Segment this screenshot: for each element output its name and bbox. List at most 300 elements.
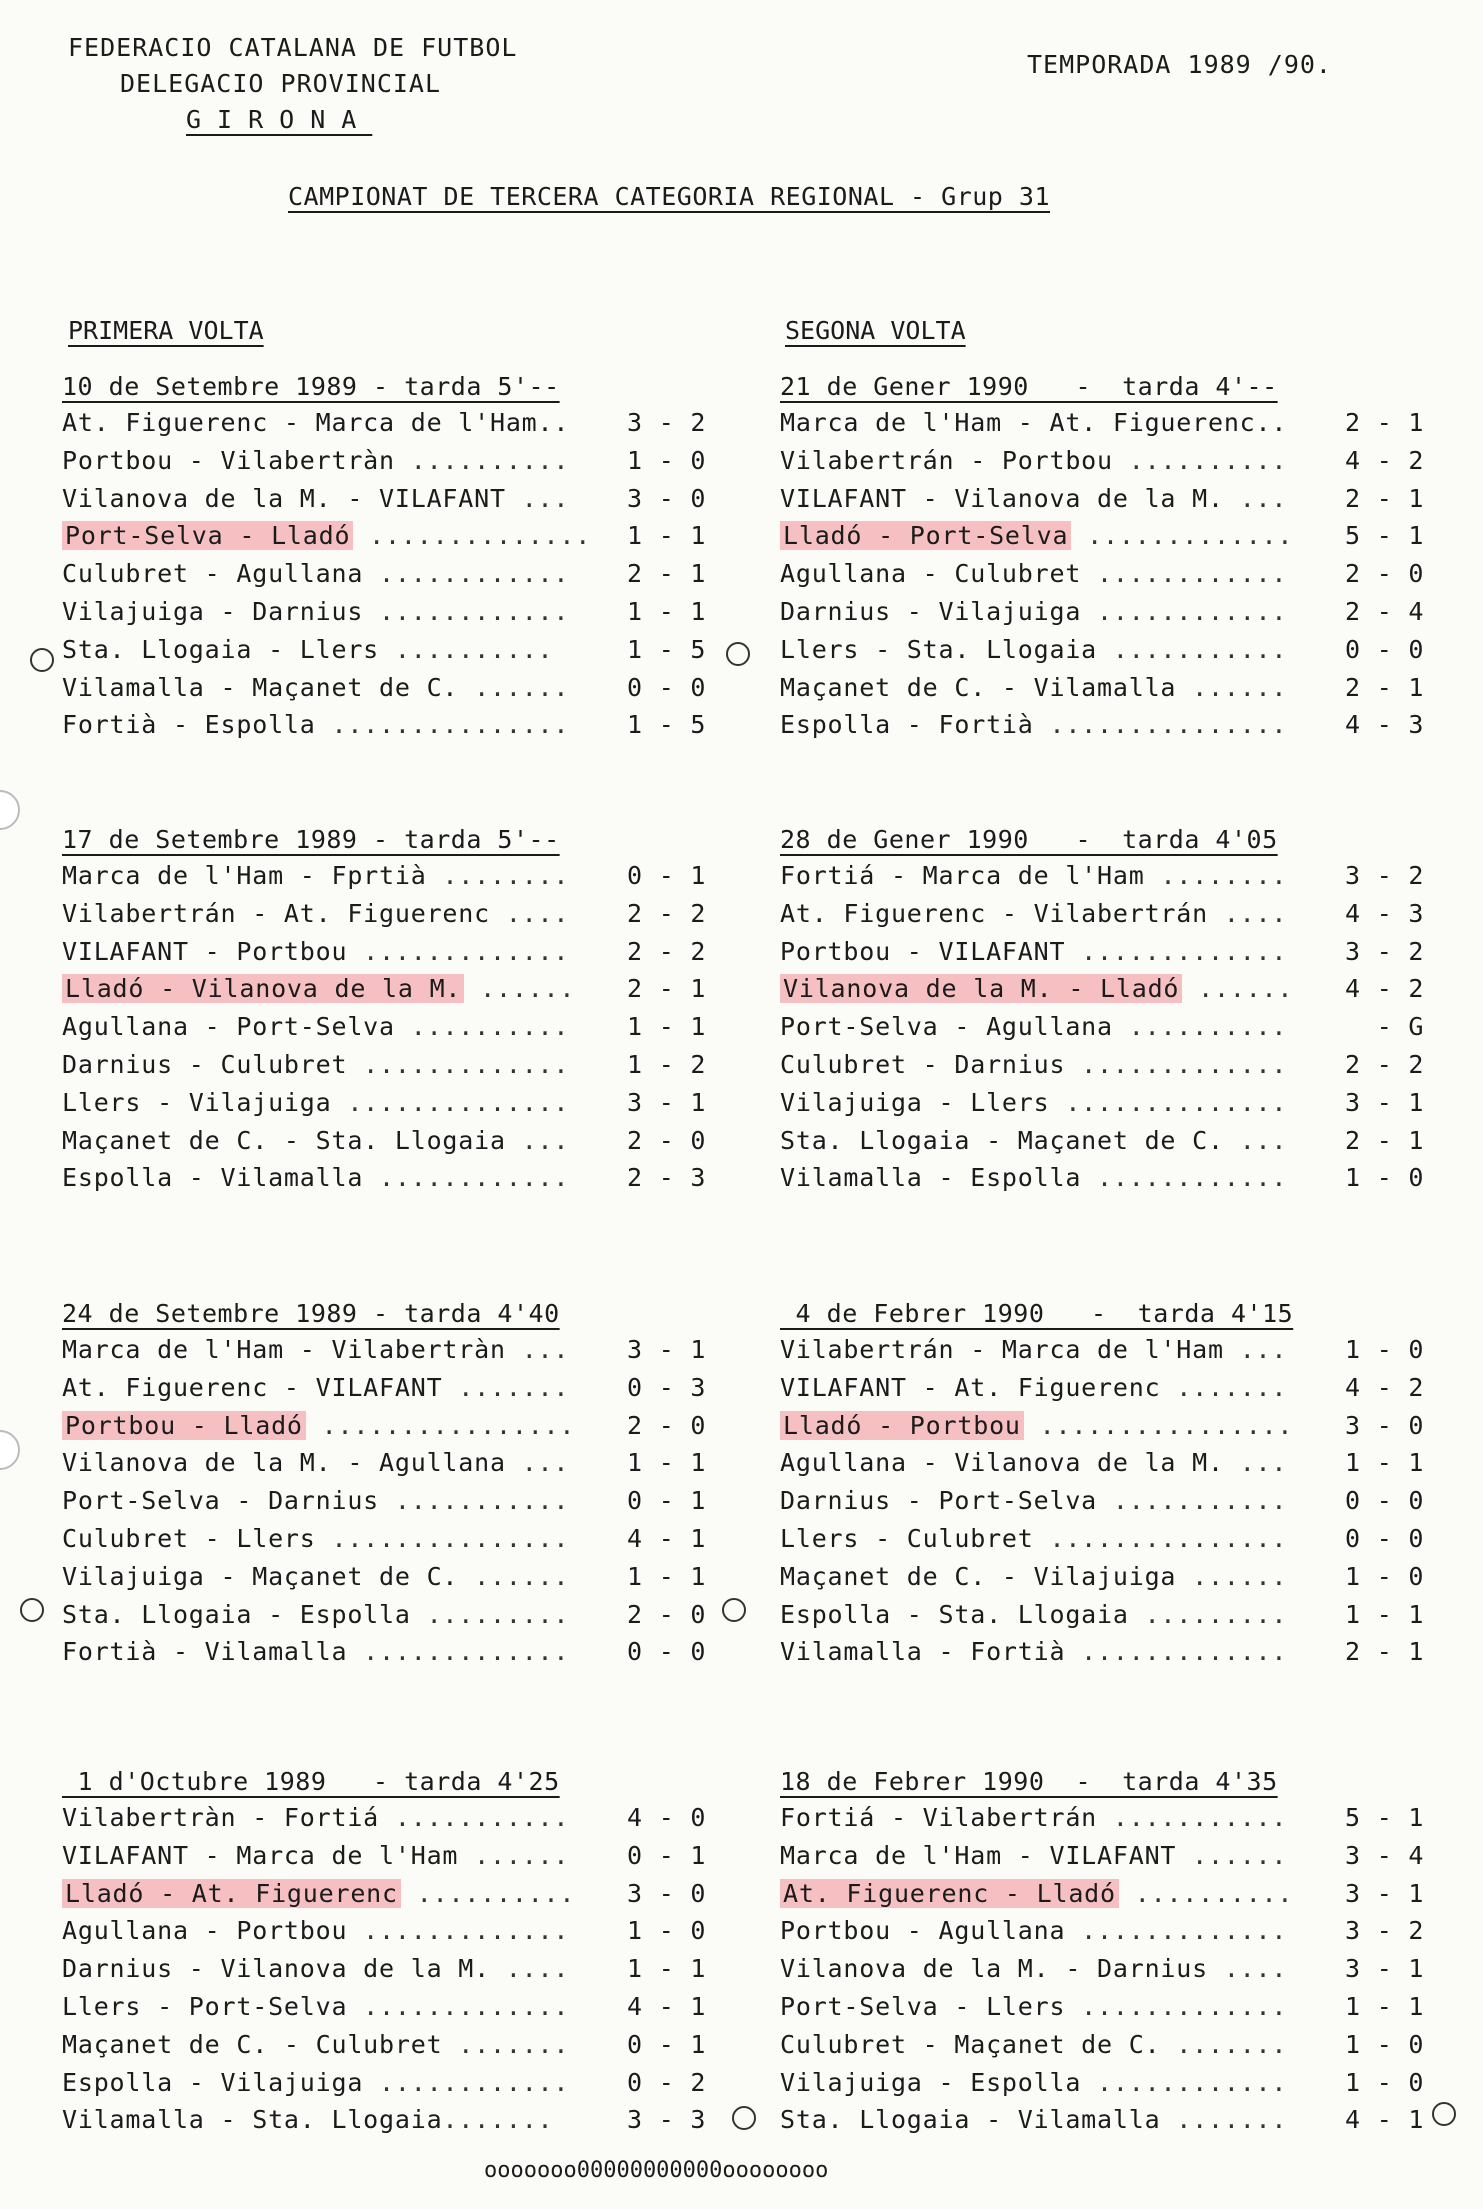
match-score: 3 - 0 xyxy=(627,483,707,513)
match-row xyxy=(62,555,742,593)
match-teams: Maçanet de C. - Sta. Llogaia xyxy=(62,1125,506,1155)
leader-dots: ...... xyxy=(458,1561,570,1591)
match-score: 1 - 1 xyxy=(1345,1599,1425,1629)
match-row xyxy=(62,706,742,744)
match-row xyxy=(780,1444,1460,1482)
match-score: 4 - 0 xyxy=(627,1803,707,1832)
jornada-date-heading: 28 de Gener 1990 - tarda 4'05 xyxy=(780,825,1278,854)
match-teams: Portbou - Agullana xyxy=(780,1916,1066,1946)
match-score: 5 - 1 xyxy=(1345,521,1425,551)
jornada-block xyxy=(780,823,1460,1197)
match-score: 2 - 4 xyxy=(1345,596,1425,626)
match-score: 1 - 1 xyxy=(627,1954,707,1984)
match-row xyxy=(780,1799,1460,1837)
leader-dots: .............. xyxy=(331,1087,570,1117)
match-score: 2 - 2 xyxy=(1345,1049,1425,1079)
match-score: 4 - 1 xyxy=(627,1523,707,1553)
match-row xyxy=(62,631,742,669)
circle-mark-icon xyxy=(20,1598,44,1622)
match-score: 1 - 0 xyxy=(1345,2067,1425,2097)
match-score: 3 - 4 xyxy=(1345,1840,1425,1870)
match-row xyxy=(780,895,1460,933)
match-score: 0 - 0 xyxy=(1345,1486,1425,1516)
match-row xyxy=(780,1159,1460,1197)
match-teams: Vilabertrán - Marca de l'Ham xyxy=(780,1335,1224,1364)
match-score: 1 - 1 xyxy=(627,521,707,551)
circle-mark-icon xyxy=(732,2106,756,2130)
match-row xyxy=(780,593,1460,631)
match-score: 1 - 0 xyxy=(627,445,707,475)
match-score: 3 - 1 xyxy=(1345,1954,1425,1984)
match-teams: Culubret - Agullana xyxy=(62,559,364,589)
leader-dots: ....... xyxy=(1160,1372,1288,1402)
highlighted-match-teams: Lladó - Port-Selva xyxy=(780,521,1071,550)
match-teams: At. Figuerenc - Vilabertrán xyxy=(780,898,1208,928)
match-teams: VILAFANT - Portbou xyxy=(62,936,348,966)
leader-dots: ............. xyxy=(347,1637,570,1667)
leader-dots: ... xyxy=(505,1448,570,1478)
match-teams: Culubret - Maçanet de C. xyxy=(780,2029,1161,2059)
match-row xyxy=(780,1633,1460,1671)
match-row xyxy=(62,1988,742,2026)
match-row xyxy=(780,1950,1460,1988)
match-teams: VILAFANT - Marca de l'Ham xyxy=(62,1840,459,1870)
leader-dots: ....... xyxy=(1160,2029,1288,2059)
jornada-date-heading: 17 de Setembre 1989 - tarda 5'-- xyxy=(62,825,560,854)
match-row xyxy=(62,1520,742,1558)
match-row xyxy=(780,1331,1460,1369)
match-teams: Marca de l'Ham - VILAFANT xyxy=(780,1840,1177,1870)
jornada-date-heading: 10 de Setembre 1989 - tarda 5'-- xyxy=(62,372,560,401)
match-score: 2 - 2 xyxy=(627,898,707,928)
leader-dots: ............. xyxy=(1065,1916,1288,1946)
leader-dots: ... xyxy=(1223,1335,1288,1364)
match-score: 0 - 0 xyxy=(627,1637,707,1667)
match-teams: Sta. Llogaia - Maçanet de C. xyxy=(780,1125,1224,1155)
leader-dots: ........... xyxy=(1097,1803,1288,1832)
match-row xyxy=(62,1837,742,1875)
leader-dots: ............ xyxy=(1081,596,1288,626)
match-score: 2 - 1 xyxy=(1345,672,1425,702)
match-row xyxy=(780,1912,1460,1950)
match-row xyxy=(62,1482,742,1520)
leader-dots: ............. xyxy=(347,1991,570,2021)
match-row xyxy=(62,1331,742,1369)
leader-dots: ............. xyxy=(1065,1049,1288,1079)
match-teams: Portbou - VILAFANT xyxy=(780,936,1066,966)
leader-dots: ............ xyxy=(363,2067,570,2097)
leader-dots: ... xyxy=(505,483,570,513)
match-score: 1 - 1 xyxy=(627,1448,707,1478)
leader-dots: ... xyxy=(1223,483,1288,513)
match-row xyxy=(780,706,1460,744)
match-row xyxy=(780,442,1460,480)
match-teams: Vilanova de la M. - Darnius xyxy=(780,1954,1208,1984)
match-teams: Fortià - Espolla xyxy=(62,710,316,740)
match-row xyxy=(62,1046,742,1084)
match-score: 4 - 1 xyxy=(1345,2105,1425,2135)
leader-dots: ...... xyxy=(1182,974,1294,1004)
match-score: 1 - 1 xyxy=(627,1012,707,1042)
leader-dots: ...... xyxy=(458,1840,570,1870)
match-teams: Llers - Port-Selva xyxy=(62,1991,348,2021)
match-score: 3 - 1 xyxy=(627,1087,707,1117)
match-teams: Darnius - Vilanova de la M. xyxy=(62,1954,490,1984)
leader-dots: .... xyxy=(489,1954,570,1984)
match-score: 2 - 1 xyxy=(627,559,707,589)
match-row xyxy=(62,1159,742,1197)
match-score: 2 - 1 xyxy=(627,974,707,1004)
match-score: 0 - 0 xyxy=(627,672,707,702)
match-score: 4 - 1 xyxy=(627,1991,707,2021)
leader-dots: ........... xyxy=(1097,634,1288,664)
match-row xyxy=(780,1008,1460,1046)
match-row xyxy=(62,480,742,518)
leader-dots: ........... xyxy=(379,1803,570,1832)
match-score: 0 - 1 xyxy=(627,1840,707,1870)
match-teams: Fortiá - Marca de l'Ham xyxy=(780,861,1145,890)
leader-dots: .......... xyxy=(394,445,570,475)
match-score: 3 - 0 xyxy=(627,1878,707,1908)
match-row xyxy=(62,933,742,971)
leader-dots: ............ xyxy=(1081,1163,1288,1193)
leader-dots: ......... xyxy=(1128,1599,1288,1629)
leader-dots: ............. xyxy=(1065,936,1288,966)
leader-dots: ................ xyxy=(305,1410,576,1440)
match-row xyxy=(62,1444,742,1482)
leader-dots: ... xyxy=(1223,1125,1288,1155)
leader-dots: ............ xyxy=(1081,559,1288,589)
match-score: 2 - 1 xyxy=(1345,1125,1425,1155)
match-row xyxy=(780,480,1460,518)
match-score: 2 - 3 xyxy=(627,1163,707,1193)
leader-dots: ............. xyxy=(347,1049,570,1079)
match-score: 0 - 0 xyxy=(1345,1523,1425,1553)
match-score: 1 - 0 xyxy=(1345,1335,1425,1364)
match-score: 1 - 5 xyxy=(627,634,707,664)
leader-dots: ............... xyxy=(1033,1523,1288,1553)
match-teams: Vilanova de la M. - Agullana xyxy=(62,1448,506,1478)
match-teams: Vilajuiga - Espolla xyxy=(780,2067,1082,2097)
match-row xyxy=(780,970,1460,1008)
match-score: 1 - 1 xyxy=(1345,1448,1425,1478)
match-score: 3 - 1 xyxy=(1345,1878,1425,1908)
match-score: 3 - 0 xyxy=(1345,1410,1425,1440)
match-row xyxy=(62,1407,742,1445)
match-score: 0 - 1 xyxy=(627,2029,707,2059)
match-teams: Sta. Llogaia - Vilamalla xyxy=(780,2105,1161,2135)
match-row xyxy=(780,1084,1460,1122)
leader-dots: ........... xyxy=(1097,1486,1288,1516)
match-row xyxy=(62,895,742,933)
match-row xyxy=(780,631,1460,669)
match-row xyxy=(780,1369,1460,1407)
leader-dots: ................ xyxy=(1023,1410,1294,1440)
primera-volta-heading: PRIMERA VOLTA xyxy=(68,316,264,345)
match-score: 4 - 2 xyxy=(1345,1372,1425,1402)
match-row xyxy=(780,1046,1460,1084)
match-score: 3 - 2 xyxy=(1345,936,1425,966)
match-teams: Llers - Sta. Llogaia xyxy=(780,634,1098,664)
leader-dots: .......... xyxy=(1118,1878,1294,1908)
match-row xyxy=(780,933,1460,971)
footer-line: ooooooo00000000000oooooooo xyxy=(484,2158,829,2183)
match-teams: Espolla - Sta. Llogaia xyxy=(780,1599,1129,1629)
match-row xyxy=(780,1596,1460,1634)
leader-dots: ....... xyxy=(442,1372,570,1402)
match-teams: Maçanet de C. - Vilamalla xyxy=(780,672,1177,702)
match-score: 0 - 2 xyxy=(627,2067,707,2097)
match-row xyxy=(62,1122,742,1160)
leader-dots: ...... xyxy=(1176,1840,1288,1870)
leader-dots: ............. xyxy=(1071,521,1294,551)
leader-dots: ............. xyxy=(347,936,570,966)
match-score: 1 - 1 xyxy=(627,1561,707,1591)
match-row xyxy=(780,1122,1460,1160)
match-score: 4 - 2 xyxy=(1345,445,1425,475)
match-row xyxy=(62,1799,742,1837)
match-teams: Vilamalla - Sta. Llogaia xyxy=(62,2105,443,2135)
match-teams: Darnius - Culubret xyxy=(62,1049,348,1079)
match-row xyxy=(780,1988,1460,2026)
match-score: 1 - 1 xyxy=(1345,1991,1425,2021)
match-teams: Vilanova de la M. - VILAFANT xyxy=(62,483,506,513)
match-teams: Vilajuiga - Darnius xyxy=(62,596,364,626)
match-row xyxy=(780,2101,1460,2139)
match-teams: Portbou - Vilabertràn xyxy=(62,445,395,475)
match-score: - G xyxy=(1345,1012,1425,1042)
leader-dots: ...... xyxy=(464,974,576,1004)
match-teams: Agullana - Vilanova de la M. xyxy=(780,1448,1224,1478)
leader-dots: .......... xyxy=(1112,1012,1288,1042)
highlighted-match-teams: Lladó - At. Figuerenc xyxy=(62,1879,401,1908)
match-score: 1 - 0 xyxy=(1345,1561,1425,1591)
match-teams: Maçanet de C. - Vilajuiga xyxy=(780,1561,1177,1591)
leader-dots: ...... xyxy=(458,672,570,702)
match-score: 3 - 2 xyxy=(1345,861,1425,890)
leader-dots: ......... xyxy=(410,1599,570,1629)
jornada-date-heading: 1 d'Octubre 1989 - tarda 4'25 xyxy=(62,1767,560,1796)
leader-dots: ............... xyxy=(1033,710,1288,740)
match-row xyxy=(780,404,1460,442)
jornada-block xyxy=(780,1297,1460,1671)
match-score: 4 - 3 xyxy=(1345,898,1425,928)
match-row xyxy=(780,1558,1460,1596)
jornada-date-heading: 18 de Febrer 1990 - tarda 4'35 xyxy=(780,1767,1278,1796)
match-score: 3 - 3 xyxy=(627,2105,707,2135)
match-teams: Vilabertrán - Portbou xyxy=(780,445,1113,475)
match-row xyxy=(62,1950,742,1988)
match-teams: Espolla - Vilajuiga xyxy=(62,2067,364,2097)
jornada-date-heading: 4 de Febrer 1990 - tarda 4'15 xyxy=(780,1299,1294,1328)
match-score: 1 - 0 xyxy=(1345,2029,1425,2059)
match-score: 1 - 0 xyxy=(1345,1163,1425,1193)
match-teams: Culubret - Llers xyxy=(62,1523,316,1553)
match-teams: Agullana - Culubret xyxy=(780,559,1082,589)
jornada-date-heading: 24 de Setembre 1989 - tarda 4'40 xyxy=(62,1299,560,1328)
leader-dots: ...... xyxy=(1176,672,1288,702)
match-score: 3 - 1 xyxy=(627,1335,707,1364)
punch-hole xyxy=(0,1430,20,1470)
match-teams: Llers - Vilajuiga xyxy=(62,1087,332,1117)
match-score: 2 - 0 xyxy=(627,1410,707,1440)
match-score: 0 - 3 xyxy=(627,1372,707,1402)
leader-dots: ............. xyxy=(1065,1991,1288,2021)
match-score: 2 - 1 xyxy=(1345,408,1425,437)
match-row xyxy=(780,1482,1460,1520)
highlighted-match-teams: Vilanova de la M. - Lladó xyxy=(780,974,1182,1003)
match-teams: Vilajuiga - Llers xyxy=(780,1087,1050,1117)
match-score: 2 - 0 xyxy=(1345,559,1425,589)
punch-hole xyxy=(0,790,20,830)
match-score: 4 - 2 xyxy=(1345,974,1425,1004)
leader-dots: ....... xyxy=(442,2029,570,2059)
leader-dots: .... xyxy=(489,898,570,928)
match-teams: At. Figuerenc - VILAFANT xyxy=(62,1372,443,1402)
match-teams: Port-Selva - Llers xyxy=(780,1991,1066,2021)
match-teams: Marca de l'Ham - Fprtià xyxy=(62,861,427,890)
jornada-block xyxy=(62,370,742,744)
match-teams: At. Figuerenc - Marca de l'Ham.. xyxy=(62,408,570,437)
leader-dots: .......... xyxy=(400,1878,576,1908)
match-row xyxy=(780,1875,1460,1913)
leader-dots: ............ xyxy=(1081,2067,1288,2097)
circle-mark-icon xyxy=(30,648,54,672)
match-row xyxy=(62,593,742,631)
match-teams: Maçanet de C. - Culubret xyxy=(62,2029,443,2059)
match-score: 5 - 1 xyxy=(1345,1803,1425,1832)
jornada-block xyxy=(780,1765,1460,2139)
province-name: GIRONA xyxy=(186,105,373,134)
match-teams: Espolla - Fortià xyxy=(780,710,1034,740)
match-teams: Marca de l'Ham - At. Figuerenc.. xyxy=(780,408,1288,437)
leader-dots: .... xyxy=(1207,1954,1288,1984)
match-row xyxy=(62,2026,742,2064)
jornada-block xyxy=(62,1297,742,1671)
match-teams: Vilajuiga - Maçanet de C. xyxy=(62,1561,459,1591)
match-score: 4 - 3 xyxy=(1345,710,1425,740)
leader-dots: ... xyxy=(505,1335,570,1364)
match-row xyxy=(62,1596,742,1634)
match-row xyxy=(62,1633,742,1671)
match-score: 2 - 1 xyxy=(1345,1637,1425,1667)
match-teams: Vilabertrán - At. Figuerenc xyxy=(62,898,490,928)
highlighted-match-teams: At. Figuerenc - Lladó xyxy=(780,1879,1119,1908)
match-score: 1 - 1 xyxy=(627,596,707,626)
match-row xyxy=(62,669,742,707)
match-row xyxy=(62,1008,742,1046)
leader-dots: .......... xyxy=(1112,445,1288,475)
match-row xyxy=(62,1369,742,1407)
match-row xyxy=(780,1520,1460,1558)
segona-volta-heading: SEGONA VOLTA xyxy=(785,316,966,345)
match-row xyxy=(62,1875,742,1913)
match-teams: VILAFANT - Vilanova de la M. xyxy=(780,483,1224,513)
match-teams: Llers - Culubret xyxy=(780,1523,1034,1553)
match-teams: Culubret - Darnius xyxy=(780,1049,1066,1079)
leader-dots: ............. xyxy=(1065,1637,1288,1667)
highlighted-match-teams: Lladó - Vilanova de la M. xyxy=(62,974,464,1003)
federation-header xyxy=(68,30,517,138)
match-teams: Sta. Llogaia - Llers xyxy=(62,634,380,664)
match-score: 1 - 0 xyxy=(627,1916,707,1946)
match-teams: Agullana - Port-Selva xyxy=(62,1012,395,1042)
federation-name: FEDERACIO CATALANA DE FUTBOL xyxy=(68,33,518,62)
match-teams: Sta. Llogaia - Espolla xyxy=(62,1599,411,1629)
match-score: 2 - 0 xyxy=(627,1125,707,1155)
leader-dots: ............... xyxy=(315,710,570,740)
jornada-block xyxy=(62,823,742,1197)
match-score: 2 - 2 xyxy=(627,936,707,966)
match-teams: Port-Selva - Darnius xyxy=(62,1486,380,1516)
match-teams: Marca de l'Ham - Vilabertràn xyxy=(62,1335,506,1364)
leader-dots: ........ xyxy=(426,861,570,890)
match-teams: Vilamalla - Maçanet de C. xyxy=(62,672,459,702)
match-teams: Fortiá - Vilabertrán xyxy=(780,1803,1098,1832)
match-row xyxy=(62,857,742,895)
highlighted-match-teams: Port-Selva - Lladó xyxy=(62,521,353,550)
match-row xyxy=(780,1837,1460,1875)
match-teams: Espolla - Vilamalla xyxy=(62,1163,364,1193)
season-label: TEMPORADA 1989 /90. xyxy=(1027,50,1332,79)
match-row xyxy=(62,1912,742,1950)
match-teams: Vilamalla - Espolla xyxy=(780,1163,1082,1193)
match-row xyxy=(780,2026,1460,2064)
leader-dots: ............... xyxy=(315,1523,570,1553)
match-teams: Vilabertràn - Fortiá xyxy=(62,1803,380,1832)
match-row xyxy=(780,2064,1460,2102)
match-row xyxy=(780,517,1460,555)
match-score: 1 - 2 xyxy=(627,1049,707,1079)
leader-dots: ... xyxy=(1223,1448,1288,1478)
leader-dots: ...... xyxy=(1176,1561,1288,1591)
match-teams: Vilamalla - Fortià xyxy=(780,1637,1066,1667)
leader-dots: ............. xyxy=(347,1916,570,1946)
highlighted-match-teams: Lladó - Portbou xyxy=(780,1411,1024,1440)
match-score: 3 - 1 xyxy=(1345,1087,1425,1117)
leader-dots: ............ xyxy=(363,1163,570,1193)
match-row xyxy=(62,1558,742,1596)
match-row xyxy=(62,1084,742,1122)
match-teams: VILAFANT - At. Figuerenc xyxy=(780,1372,1161,1402)
leader-dots: ... xyxy=(505,1125,570,1155)
leader-dots: .... xyxy=(1207,898,1288,928)
match-row xyxy=(62,2101,742,2139)
match-score: 2 - 1 xyxy=(1345,483,1425,513)
leader-dots: ............ xyxy=(363,596,570,626)
match-row xyxy=(62,2064,742,2102)
circle-mark-icon xyxy=(1432,2102,1456,2126)
match-teams: Darnius - Vilajuiga xyxy=(780,596,1082,626)
jornada-date-heading: 21 de Gener 1990 - tarda 4'-- xyxy=(780,372,1278,401)
match-teams: Darnius - Port-Selva xyxy=(780,1486,1098,1516)
championship-title: CAMPIONAT DE TERCERA CATEGORIA REGIONAL - Grup 31 xyxy=(288,182,1051,211)
leader-dots: ....... xyxy=(442,2105,554,2135)
match-row xyxy=(62,404,742,442)
match-row xyxy=(780,857,1460,895)
match-teams: Agullana - Portbou xyxy=(62,1916,348,1946)
leader-dots: ....... xyxy=(1160,2105,1288,2135)
match-score: 1 - 5 xyxy=(627,710,707,740)
delegation-name: DELEGACIO PROVINCIAL xyxy=(120,69,442,98)
match-score: 0 - 1 xyxy=(627,861,707,890)
match-row xyxy=(780,669,1460,707)
match-score: 3 - 2 xyxy=(1345,1916,1425,1946)
match-row xyxy=(780,1407,1460,1445)
match-row xyxy=(62,517,742,555)
leader-dots: .......... xyxy=(394,1012,570,1042)
match-score: 0 - 0 xyxy=(1345,634,1425,664)
